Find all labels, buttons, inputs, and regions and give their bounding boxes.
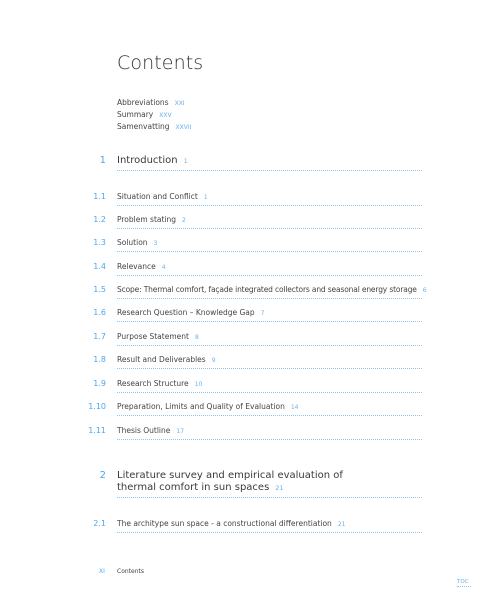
entry-label-text: thermal comfort in sun spaces	[117, 482, 270, 493]
entry-label	[117, 155, 188, 167]
entry-number: 2	[99, 470, 106, 481]
entry-label	[117, 215, 186, 224]
entry-number: 1.9	[93, 379, 106, 388]
entry-number: 1.2	[93, 215, 106, 224]
leader-line	[117, 275, 422, 276]
entry-label	[117, 262, 166, 271]
entry-label	[117, 426, 184, 435]
entry-label	[117, 402, 298, 411]
entry-number: 1.4	[93, 262, 106, 271]
entry-number: 1.11	[88, 426, 106, 435]
leader-line	[117, 497, 422, 498]
entry-page: 7	[260, 310, 265, 317]
entry-page: XXV	[159, 112, 172, 119]
entry-label	[117, 355, 216, 364]
entry-label	[117, 332, 199, 341]
entry-label	[117, 519, 345, 528]
leader-line	[117, 345, 422, 346]
entry-label	[117, 308, 264, 317]
entry-label	[117, 192, 208, 201]
entry-label-text: Relevance	[117, 262, 156, 271]
toc-link[interactable]	[457, 579, 471, 587]
leader-line	[117, 170, 422, 171]
entry-page: 10	[194, 381, 203, 388]
entry-number: 1.7	[93, 332, 106, 341]
entry-label: Abbreviations	[117, 98, 169, 107]
entry-label-text: Research Structure	[117, 379, 189, 388]
leader-line	[117, 532, 422, 533]
entry-label	[117, 379, 202, 388]
entry-label-text: Research Question – Knowledge Gap	[117, 308, 255, 317]
entry-label-text: The architype sun space - a constructional differentiation	[117, 519, 332, 528]
entry-page: 17	[176, 428, 185, 435]
entry-label-text: Thesis Outline	[117, 426, 171, 435]
entry-page: 1	[203, 194, 208, 201]
entry-number: 1.5	[93, 285, 106, 294]
entry-number: 2.1	[93, 519, 106, 528]
leader-line	[117, 321, 422, 322]
entry-label	[117, 470, 343, 494]
entry-label-line-2	[117, 482, 343, 494]
leader-line	[117, 368, 422, 369]
leader-line	[117, 205, 422, 206]
entry-page: 21	[275, 484, 284, 492]
leader-line	[117, 415, 422, 416]
toc-link-label: TOC	[457, 579, 469, 585]
entry-label-text: Purpose Statement	[117, 332, 189, 341]
entry-label-text: Scope: Thermal comfort, façade integrated collectors and seasonal energy storage	[117, 285, 417, 294]
entry-label-text: Situation and Conflict	[117, 192, 198, 201]
entry-number: 1.6	[93, 308, 106, 317]
entry-page: 14	[290, 404, 299, 411]
entry-number: 1.1	[93, 192, 106, 201]
entry-page: 3	[153, 240, 158, 247]
toc-entry-summary[interactable]	[117, 110, 172, 119]
entry-label-text: Introduction	[117, 155, 178, 166]
entry-page: 8	[194, 334, 199, 341]
entry-page: 21	[337, 521, 346, 528]
footer-page-number: XI	[99, 568, 105, 575]
toc-entry-samenvatting[interactable]	[117, 122, 191, 131]
page-title: Contents	[117, 52, 204, 74]
entry-page: 4	[161, 264, 166, 271]
entry-page: 9	[211, 357, 216, 364]
footer-section: Contents	[117, 568, 144, 575]
entry-label	[117, 238, 157, 247]
entry-page: 2	[182, 217, 186, 224]
entry-label: Samenvatting	[117, 122, 170, 131]
entry-label	[117, 285, 426, 294]
entry-number: 1	[99, 155, 106, 166]
entry-label-line-1: Literature survey and empirical evaluation of	[117, 470, 343, 481]
entry-label: Summary	[117, 110, 154, 119]
entry-number: 1.10	[88, 402, 106, 411]
entry-label-text: Solution	[117, 238, 148, 247]
toc-link-underline	[457, 586, 471, 587]
leader-line	[117, 392, 422, 393]
entry-page: 6	[422, 287, 427, 294]
leader-line	[117, 251, 422, 252]
entry-label-text: Result and Deliverables	[117, 355, 206, 364]
leader-line	[117, 228, 422, 229]
entry-page: 1	[183, 157, 188, 165]
entry-number: 1.3	[93, 238, 106, 247]
leader-line	[117, 439, 422, 440]
entry-page: XXVII	[175, 124, 192, 131]
entry-label-text: Preparation, Limits and Quality of Evaluation	[117, 402, 285, 411]
entry-number: 1.8	[93, 355, 106, 364]
entry-page: XXI	[174, 100, 185, 107]
toc-entry-abbreviations[interactable]	[117, 98, 185, 107]
leader-line	[117, 298, 422, 299]
entry-label-text: Problem stating	[117, 215, 177, 224]
